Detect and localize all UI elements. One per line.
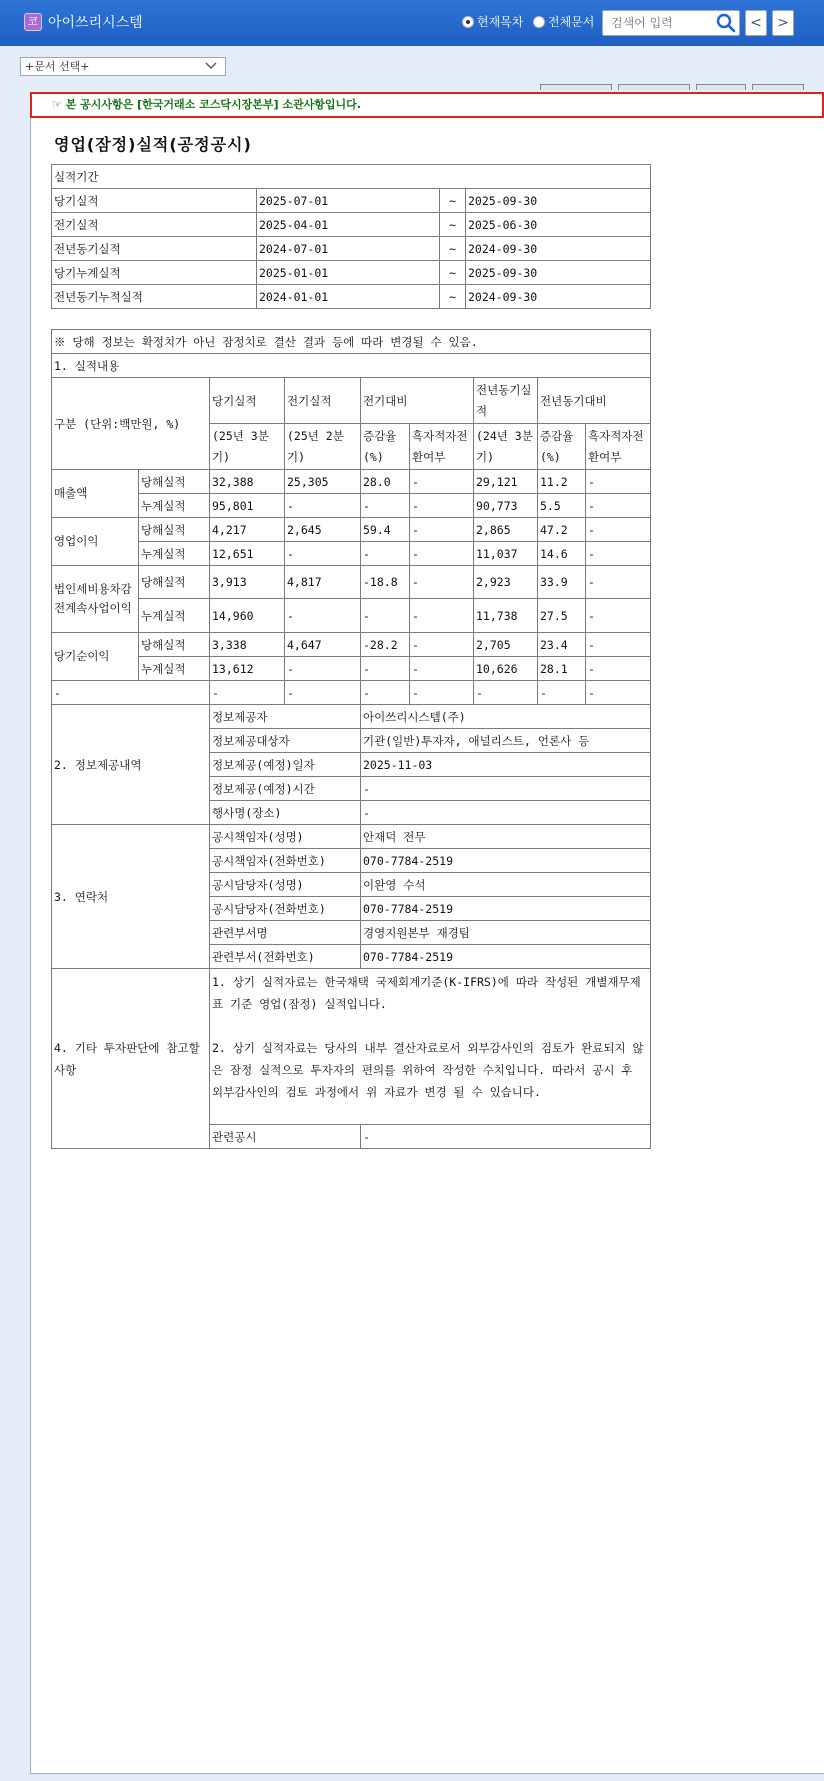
- table-row: [52, 969, 651, 1125]
- table-row: [52, 657, 651, 681]
- toolbar-tab[interactable]: [696, 84, 746, 90]
- cell: 12,651: [210, 542, 285, 566]
- radio-checked-icon[interactable]: [462, 16, 474, 28]
- header-gubun: 구분 (단위:백만원, %): [52, 378, 210, 470]
- cell: -: [586, 518, 651, 542]
- row-type: 당해실적: [139, 470, 210, 494]
- row-type: 누계실적: [139, 599, 210, 633]
- cell: -: [361, 681, 410, 705]
- row-type: 누계실적: [139, 494, 210, 518]
- section-title: 1. 실적내용: [52, 354, 651, 378]
- cell: 13,612: [210, 657, 285, 681]
- period-to: 2025-09-30: [466, 261, 651, 285]
- info-value: 2025-11-03: [361, 753, 651, 777]
- header-yoy-compare: 전년동기대비: [538, 378, 651, 424]
- period-label: 전년동기누적실적: [52, 285, 257, 309]
- cell: -: [410, 566, 474, 599]
- chevron-down-icon: [205, 60, 217, 72]
- cell: 11,738: [474, 599, 538, 633]
- header-yoy-quarter: (24년 3분기): [474, 424, 538, 470]
- cell: -: [52, 681, 210, 705]
- item-name: 법인세비용차감전계속사업이익: [52, 566, 139, 633]
- contact-value: 070-7784-2519: [361, 945, 651, 969]
- contact-value: 070-7784-2519: [361, 897, 651, 921]
- cell: 2,645: [285, 518, 361, 542]
- info-value: 아이쓰리시스템(주): [361, 705, 651, 729]
- period-sep: ~: [440, 237, 466, 261]
- period-table: [51, 164, 651, 309]
- table-row: [52, 237, 651, 261]
- period-from: 2025-04-01: [257, 213, 440, 237]
- cell: 59.4: [361, 518, 410, 542]
- table-row: [52, 518, 651, 542]
- radio-current-section[interactable]: [462, 13, 523, 30]
- cell: -: [586, 542, 651, 566]
- contact-key: 공시책임자(전화번호): [210, 849, 361, 873]
- cell: -: [586, 657, 651, 681]
- toolbar-tab[interactable]: [540, 84, 612, 90]
- provisional-note: ※ 당해 정보는 확정치가 아닌 잠정치로 결산 결과 등에 따라 변경될 수 있음.: [52, 330, 651, 354]
- cell: 11,037: [474, 542, 538, 566]
- period-label: 전년동기실적: [52, 237, 257, 261]
- table-row: [52, 566, 651, 599]
- cell: 14,960: [210, 599, 285, 633]
- cell: -: [361, 542, 410, 566]
- related-key: 관련공시: [210, 1125, 361, 1149]
- cell: -: [586, 494, 651, 518]
- header-turnaround: 흑자적자전환여부: [410, 424, 474, 470]
- section-label: 4. 기타 투자판단에 참고할 사항: [52, 969, 210, 1149]
- cell: 3,338: [210, 633, 285, 657]
- contact-value: 이완영 수석: [361, 873, 651, 897]
- jurisdiction-notice: ☞ 본 공시사항은 [한국거래소 코스닥시장본부] 소관사항입니다.: [30, 92, 824, 118]
- period-to: 2025-09-30: [466, 189, 651, 213]
- next-result-button[interactable]: >: [772, 10, 794, 36]
- cell: -: [361, 599, 410, 633]
- app-title: 아이쓰리시스템: [48, 15, 143, 31]
- table-row: [52, 681, 651, 705]
- info-value: -: [361, 801, 651, 825]
- cell: 47.2: [538, 518, 586, 542]
- notes-cell: [210, 969, 651, 1125]
- toolbar-tab[interactable]: [752, 84, 804, 90]
- cell: 4,217: [210, 518, 285, 542]
- radio-current-label: 현재목차: [477, 15, 524, 29]
- cell: -: [285, 657, 361, 681]
- row-type: 누계실적: [139, 657, 210, 681]
- contact-key: 공시책임자(성명): [210, 825, 361, 849]
- contact-key: 관련부서(전화번호): [210, 945, 361, 969]
- info-key: 정보제공(예정)일자: [210, 753, 361, 777]
- table-row: [52, 825, 651, 849]
- cell: -: [410, 518, 474, 542]
- cell: 95,801: [210, 494, 285, 518]
- period-sep: ~: [440, 189, 466, 213]
- radio-all-documents[interactable]: [533, 13, 594, 30]
- table-row: [52, 599, 651, 633]
- cell: 90,773: [474, 494, 538, 518]
- header-rate: 증감율(%): [361, 424, 410, 470]
- contact-key: 관련부서명: [210, 921, 361, 945]
- period-header: 실적기간: [52, 165, 651, 189]
- header-current: 당기실적: [210, 378, 285, 424]
- cell: 33.9: [538, 566, 586, 599]
- cell: -: [410, 657, 474, 681]
- cell: -: [586, 599, 651, 633]
- period-to: 2024-09-30: [466, 237, 651, 261]
- cell: 2,865: [474, 518, 538, 542]
- cell: -: [410, 681, 474, 705]
- cell: -: [410, 542, 474, 566]
- section-label: 2. 정보제공내역: [52, 705, 210, 825]
- period-to: 2024-09-30: [466, 285, 651, 309]
- cell: 10,626: [474, 657, 538, 681]
- cell: -18.8: [361, 566, 410, 599]
- period-sep: ~: [440, 285, 466, 309]
- toolbar-tab[interactable]: [618, 84, 690, 90]
- cell: -: [586, 633, 651, 657]
- cell: 29,121: [474, 470, 538, 494]
- cell: -: [285, 599, 361, 633]
- search-icon[interactable]: [716, 13, 736, 33]
- header-rate: 증감율(%): [538, 424, 586, 470]
- cell: -: [410, 470, 474, 494]
- cell: 14.6: [538, 542, 586, 566]
- row-type: 당해실적: [139, 633, 210, 657]
- section-label: 3. 연락처: [52, 825, 210, 969]
- contact-value: 경영지원본부 재경팀: [361, 921, 651, 945]
- cell: -: [361, 657, 410, 681]
- row-type: 당해실적: [139, 566, 210, 599]
- period-from: 2025-01-01: [257, 261, 440, 285]
- cell: 3,913: [210, 566, 285, 599]
- cell: 28.0: [361, 470, 410, 494]
- cell: -: [474, 681, 538, 705]
- prev-result-button[interactable]: <: [745, 10, 767, 36]
- period-label: 전기실적: [52, 213, 257, 237]
- table-row: [52, 470, 651, 494]
- cell: -: [538, 681, 586, 705]
- cell: -: [210, 681, 285, 705]
- cell: 23.4: [538, 633, 586, 657]
- document-select[interactable]: [20, 57, 226, 76]
- cell: 4,647: [285, 633, 361, 657]
- period-to: 2025-06-30: [466, 213, 651, 237]
- period-label: 당기실적: [52, 189, 257, 213]
- radio-all-label: 전체문서: [548, 15, 595, 29]
- radio-unchecked-icon[interactable]: [533, 16, 545, 28]
- header-current-quarter: (25년 3분기): [210, 424, 285, 470]
- cell: 27.5: [538, 599, 586, 633]
- cell: -: [586, 566, 651, 599]
- cell: -: [410, 494, 474, 518]
- cell: -: [285, 494, 361, 518]
- header-turnaround: 흑자적자전환여부: [586, 424, 651, 470]
- cell: -: [285, 542, 361, 566]
- cell: -: [586, 470, 651, 494]
- cell: 28.1: [538, 657, 586, 681]
- info-key: 행사명(장소): [210, 801, 361, 825]
- period-from: 2025-07-01: [257, 189, 440, 213]
- period-label: 당기누계실적: [52, 261, 257, 285]
- cell: -: [586, 681, 651, 705]
- cell: -: [410, 633, 474, 657]
- related-value: -: [361, 1125, 651, 1149]
- period-sep: ~: [440, 261, 466, 285]
- contact-key: 공시담당자(전화번호): [210, 897, 361, 921]
- cell: 5.5: [538, 494, 586, 518]
- document-title: 영업(잠정)실적(공정공시): [54, 135, 252, 154]
- row-type: 당해실적: [139, 518, 210, 542]
- period-from: 2024-07-01: [257, 237, 440, 261]
- period-from: 2024-01-01: [257, 285, 440, 309]
- table-row: [52, 705, 651, 729]
- header-previous: 전기실적: [285, 378, 361, 424]
- cell: 32,388: [210, 470, 285, 494]
- note-paragraph-1: 1. 상기 실적자료는 한국채택 국제회계기준(K-IFRS)에 따라 작성된 개별재무제표 기준 영업(잠정) 실적입니다.: [212, 975, 641, 1011]
- table-row: [52, 261, 651, 285]
- table-row: [52, 285, 651, 309]
- header-yoy: 전년동기실적: [474, 378, 538, 424]
- cell: 25,305: [285, 470, 361, 494]
- cell: -28.2: [361, 633, 410, 657]
- info-value: 기관(일반)투자자, 애널리스트, 언론사 등: [361, 729, 651, 753]
- info-key: 정보제공자: [210, 705, 361, 729]
- note-paragraph-2: 2. 상기 실적자료는 당사의 내부 결산자료로서 외부감사인의 검토가 완료되지 않은 잠정 실적으로 투자자의 편의를 위하여 작성한 수치입니다. 따라서 공시 후 외부감사인의 검토 과정에서 위 자료가 변경 될 수 있습니다.: [212, 1041, 644, 1099]
- header-previous-compare: 전기대비: [361, 378, 474, 424]
- cell: 11.2: [538, 470, 586, 494]
- table-row: [52, 189, 651, 213]
- table-row: [52, 213, 651, 237]
- info-key: 정보제공(예정)시간: [210, 777, 361, 801]
- contact-value: 070-7784-2519: [361, 849, 651, 873]
- period-sep: ~: [440, 213, 466, 237]
- app-logo-icon: 코: [24, 13, 42, 31]
- table-row: [52, 633, 651, 657]
- info-value: -: [361, 777, 651, 801]
- table-row: [52, 494, 651, 518]
- cell: 4,817: [285, 566, 361, 599]
- cell: -: [285, 681, 361, 705]
- item-name: 매출액: [52, 470, 139, 518]
- cell: 2,705: [474, 633, 538, 657]
- table-row: [52, 542, 651, 566]
- item-name: 영업이익: [52, 518, 139, 566]
- cell: -: [410, 599, 474, 633]
- item-name: 당기순이익: [52, 633, 139, 681]
- cell: -: [361, 494, 410, 518]
- results-table: [51, 329, 651, 1149]
- cell: 2,923: [474, 566, 538, 599]
- row-type: 누계실적: [139, 542, 210, 566]
- contact-value: 안재덕 전무: [361, 825, 651, 849]
- document-select-value: +문서 선택+: [25, 60, 90, 73]
- info-key: 정보제공대상자: [210, 729, 361, 753]
- header-previous-quarter: (25년 2분기): [285, 424, 361, 470]
- contact-key: 공시담당자(성명): [210, 873, 361, 897]
